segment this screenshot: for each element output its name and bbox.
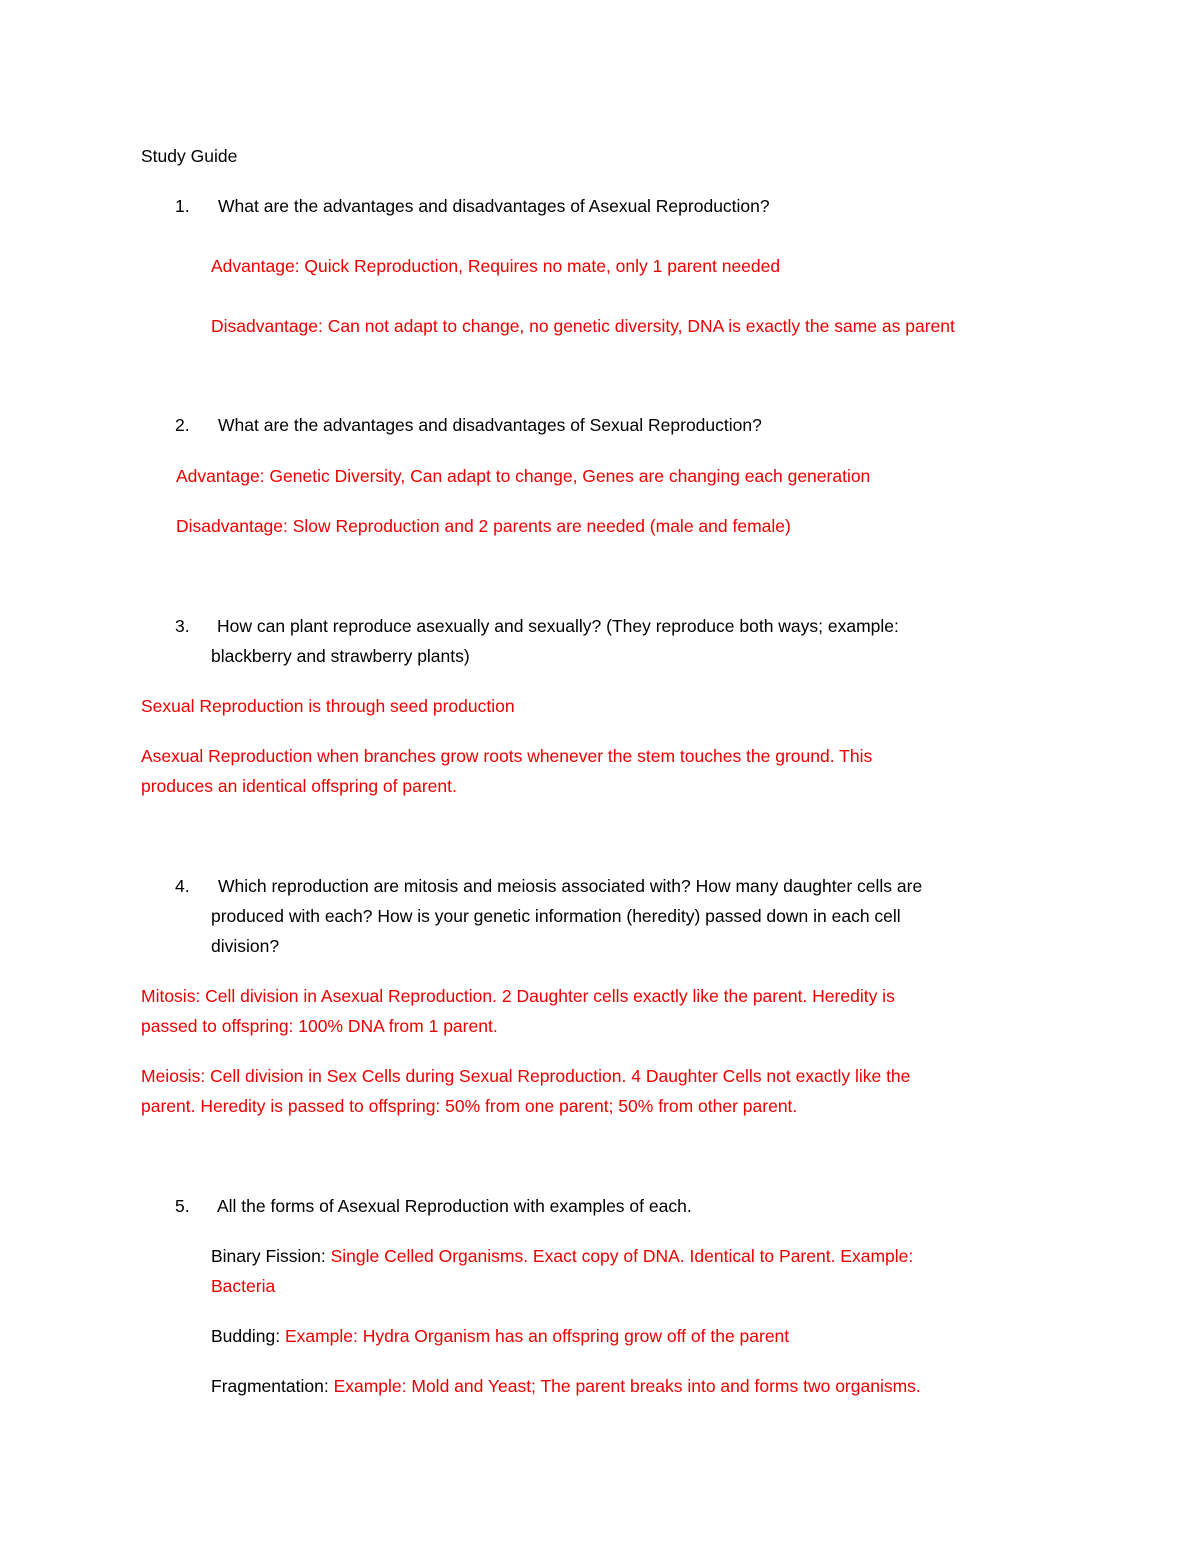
question-3-number: 3. (175, 616, 190, 636)
fragmentation-answer: Example: Mold and Yeast; The parent breaks into and forms two organisms. (333, 1376, 921, 1396)
fragmentation-item (211, 1375, 921, 1397)
question-4-text-line1: Which reproduction are mitosis and meiosis associated with? How many daughter cells are (218, 876, 923, 896)
binary-fission-answer: Single Celled Organisms. Exact copy of DNA. Identical to Parent. Example: (330, 1246, 914, 1266)
fragmentation-label: Fragmentation: (211, 1376, 334, 1396)
question-3-text-line2: blackberry and strawberry plants) (211, 646, 470, 666)
budding-item (211, 1325, 789, 1347)
binary-fission-item (211, 1245, 913, 1267)
binary-fission-label: Binary Fission: (211, 1246, 331, 1266)
q4-meiosis-answer-line2: parent. Heredity is passed to offspring: 50% from one parent; 50% from other parent. (141, 1096, 798, 1116)
q4-meiosis-answer-line1: Meiosis: Cell division in Sex Cells during Sexual Reproduction. 4 Daughter Cells not exactly like the (141, 1066, 911, 1086)
question-4-text-line3: division? (211, 936, 280, 956)
question-4-text-line2: produced with each? How is your genetic information (heredity) passed down in each cell (211, 906, 901, 926)
page-title: Study Guide (141, 146, 238, 166)
q4-mitosis-answer-line1: Mitosis: Cell division in Asexual Reproduction. 2 Daughter cells exactly like the parent. Heredity is (141, 986, 895, 1006)
q3-asexual-answer-line2: produces an identical offspring of parent. (141, 776, 457, 796)
q4-mitosis-answer-line2: passed to offspring: 100% DNA from 1 parent. (141, 1016, 498, 1036)
q2-disadvantage-answer: Disadvantage: Slow Reproduction and 2 parents are needed (male and female) (176, 516, 791, 536)
budding-answer: Example: Hydra Organism has an offspring grow off of the parent (284, 1326, 790, 1346)
question-2-number: 2. (175, 415, 190, 435)
question-5-number: 5. (175, 1196, 190, 1216)
question-3-text-line1: How can plant reproduce asexually and sexually? (They reproduce both ways; example: (217, 616, 899, 636)
q3-asexual-answer-line1: Asexual Reproduction when branches grow roots whenever the stem touches the ground. This (141, 746, 873, 766)
question-1-number: 1. (175, 196, 190, 216)
binary-fission-answer-line2: Bacteria (211, 1276, 276, 1296)
question-2-text: What are the advantages and disadvantages of Sexual Reproduction? (218, 415, 762, 435)
q3-sexual-answer: Sexual Reproduction is through seed production (141, 696, 515, 716)
q1-disadvantage-answer: Disadvantage: Can not adapt to change, no genetic diversity, DNA is exactly the same as parent (211, 316, 955, 336)
budding-label: Budding: (211, 1326, 285, 1346)
question-1-text: What are the advantages and disadvantages of Asexual Reproduction? (218, 196, 770, 216)
question-4-number: 4. (175, 876, 190, 896)
question-5-text: All the forms of Asexual Reproduction with examples of each. (217, 1196, 692, 1216)
q2-advantage-answer: Advantage: Genetic Diversity, Can adapt to change, Genes are changing each generation (176, 466, 871, 486)
q1-advantage-answer: Advantage: Quick Reproduction, Requires no mate, only 1 parent needed (211, 256, 781, 276)
